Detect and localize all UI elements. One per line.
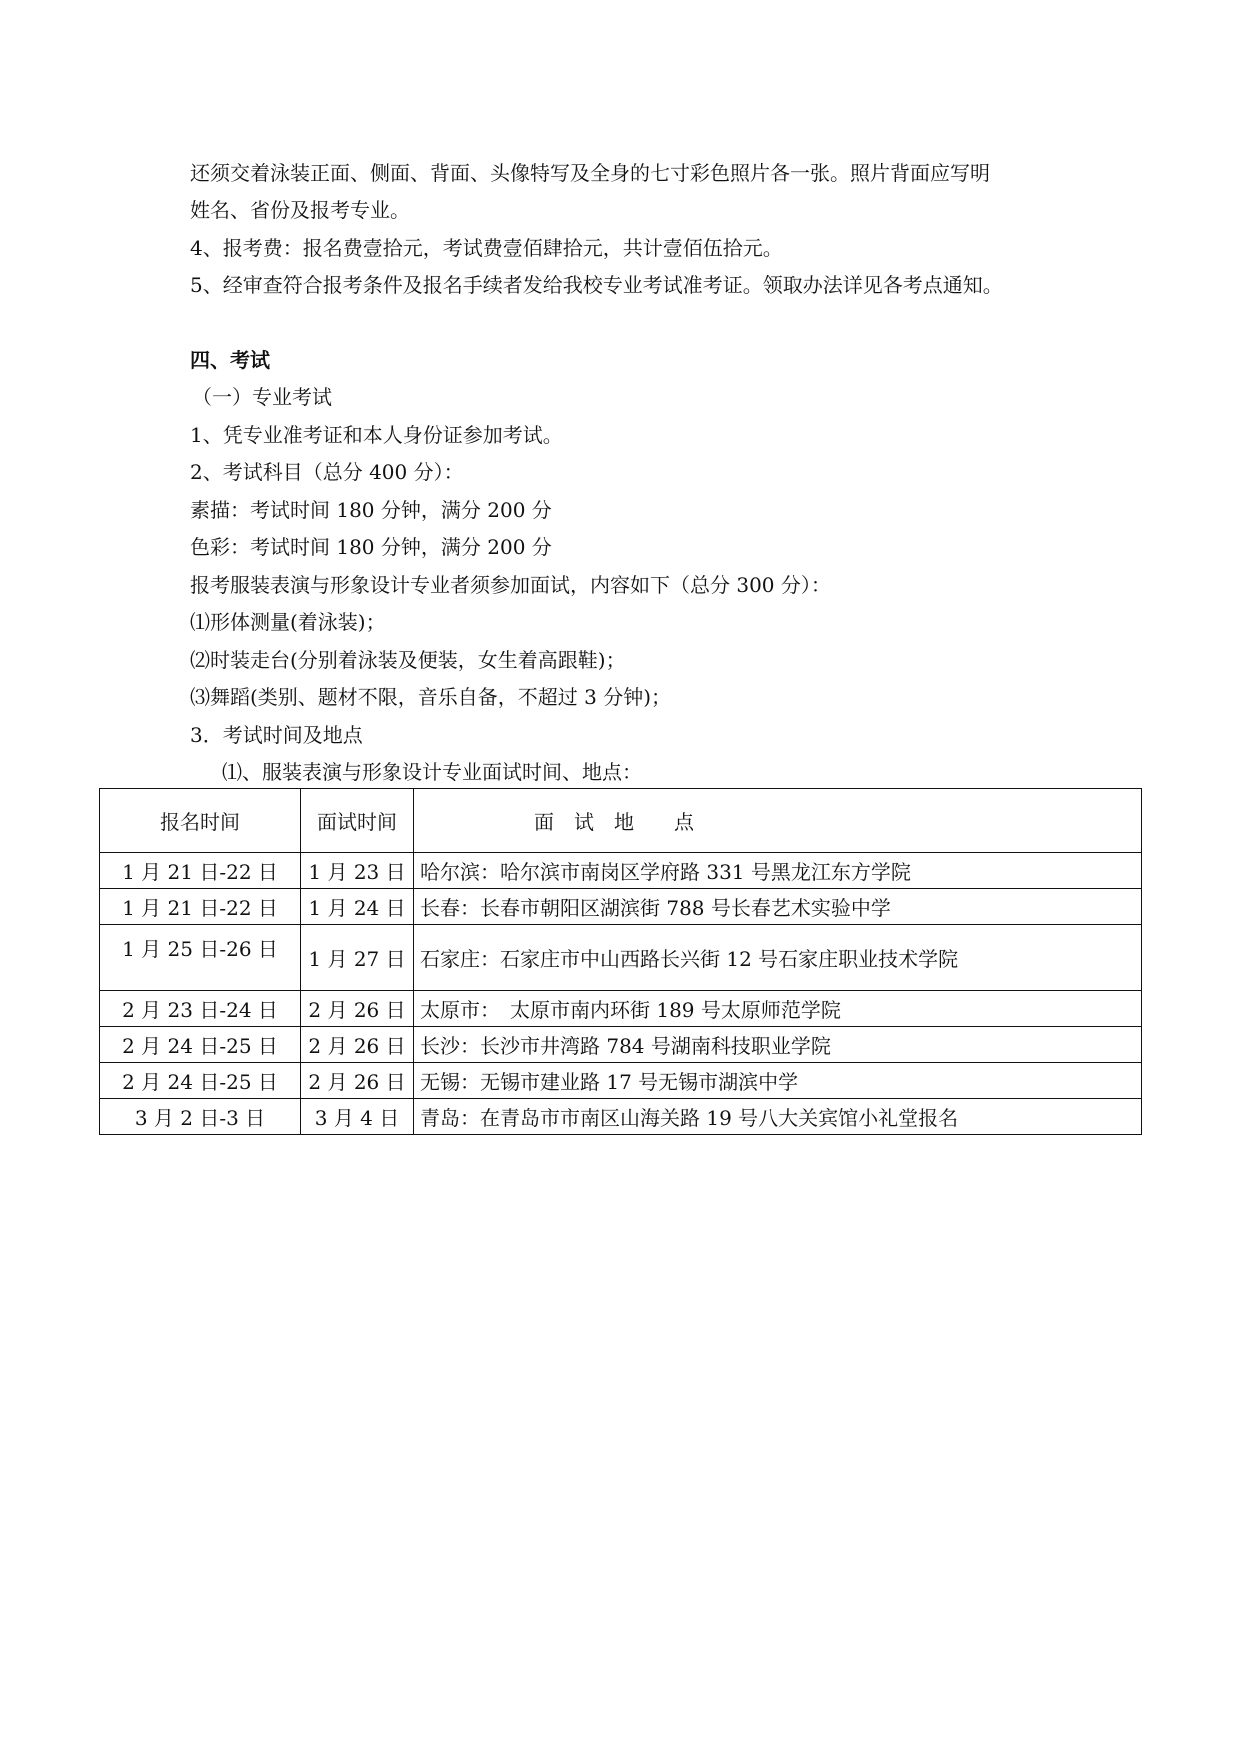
cell-interview-time: 2 月 26 日 xyxy=(301,1027,414,1063)
cell-interview-time: 1 月 24 日 xyxy=(301,889,414,925)
cell-registration-time: 1 月 21 日-22 日 xyxy=(100,853,301,889)
cell-location: 石家庄：石家庄市中山西路长兴街 12 号石家庄职业技术学院 xyxy=(414,925,1142,991)
schedule-caption: ⑴、服装表演与形象设计专业面试时间、地点： xyxy=(222,760,642,784)
table-row xyxy=(100,991,1142,1027)
subsection-heading: （一）专业考试 xyxy=(192,385,332,409)
cell-registration-time: 2 月 24 日-25 日 xyxy=(100,1027,301,1063)
cell-interview-time: 1 月 27 日 xyxy=(301,925,414,991)
cell-interview-time: 2 月 26 日 xyxy=(301,991,414,1027)
exam-sketch: 素描：考试时间 180 分钟，满分 200 分 xyxy=(190,498,552,522)
table-header-row xyxy=(100,789,1142,853)
interview-item-3: ⑶舞蹈(类别、题材不限，音乐自备，不超过 3 分钟)； xyxy=(190,685,672,709)
exam-item-2: 2、考试科目（总分 400 分）： xyxy=(190,460,464,484)
cell-location: 长沙：长沙市井湾路 784 号湖南科技职业学院 xyxy=(414,1027,1142,1063)
paragraph-photo-requirement: 还须交着泳装正面、侧面、背面、头像特写及全身的七寸彩色照片各一张。照片背面应写明 xyxy=(190,161,990,185)
table-row xyxy=(100,853,1142,889)
paragraph-fee: 4、报考费：报名费壹拾元，考试费壹佰肆拾元，共计壹佰伍拾元。 xyxy=(190,236,783,260)
cell-interview-time: 1 月 23 日 xyxy=(301,853,414,889)
paragraph-admission: 5、经审查符合报考条件及报名手续者发给我校专业考试准考证。领取办法详见各考点通知。 xyxy=(190,273,1003,297)
cell-location: 太原市： 太原市南内环街 189 号太原师范学院 xyxy=(414,991,1142,1027)
exam-item-1: 1、凭专业准考证和本人身份证参加考试。 xyxy=(190,423,563,447)
cell-registration-time: 2 月 24 日-25 日 xyxy=(100,1063,301,1099)
table-row xyxy=(100,1099,1142,1135)
exam-color: 色彩：考试时间 180 分钟，满分 200 分 xyxy=(190,535,552,559)
exam-item-3: 3．考试时间及地点 xyxy=(190,723,363,747)
cell-registration-time: 2 月 23 日-24 日 xyxy=(100,991,301,1027)
section-heading: 四、考试 xyxy=(190,348,270,372)
table-row xyxy=(100,1063,1142,1099)
cell-location: 无锡：无锡市建业路 17 号无锡市湖滨中学 xyxy=(414,1063,1142,1099)
interview-item-1: ⑴形体测量(着泳装)； xyxy=(190,610,386,634)
header-interview-time: 面试时间 xyxy=(301,789,414,853)
cell-location: 青岛：在青岛市市南区山海关路 19 号八大关宾馆小礼堂报名 xyxy=(414,1099,1142,1135)
cell-interview-time: 2 月 26 日 xyxy=(301,1063,414,1099)
interview-note: 报考服装表演与形象设计专业者须参加面试，内容如下（总分 300 分）： xyxy=(190,573,831,597)
cell-registration-time: 1 月 21 日-22 日 xyxy=(100,889,301,925)
interview-schedule-table xyxy=(99,788,1142,1135)
cell-interview-time: 3 月 4 日 xyxy=(301,1099,414,1135)
table-row xyxy=(100,889,1142,925)
header-interview-location: 面 试 地 点 xyxy=(414,789,1142,853)
cell-location: 哈尔滨：哈尔滨市南岗区学府路 331 号黑龙江东方学院 xyxy=(414,853,1142,889)
paragraph-photo-requirement-cont: 姓名、省份及报考专业。 xyxy=(190,198,410,222)
interview-item-2: ⑵时装走台(分别着泳装及便装，女生着高跟鞋)； xyxy=(190,648,626,672)
cell-location: 长春：长春市朝阳区湖滨街 788 号长春艺术实验中学 xyxy=(414,889,1142,925)
cell-registration-time: 1 月 25 日-26 日 xyxy=(100,925,301,991)
table-row xyxy=(100,925,1142,991)
table-row xyxy=(100,1027,1142,1063)
header-registration-time: 报名时间 xyxy=(100,789,301,853)
cell-registration-time: 3 月 2 日-3 日 xyxy=(100,1099,301,1135)
